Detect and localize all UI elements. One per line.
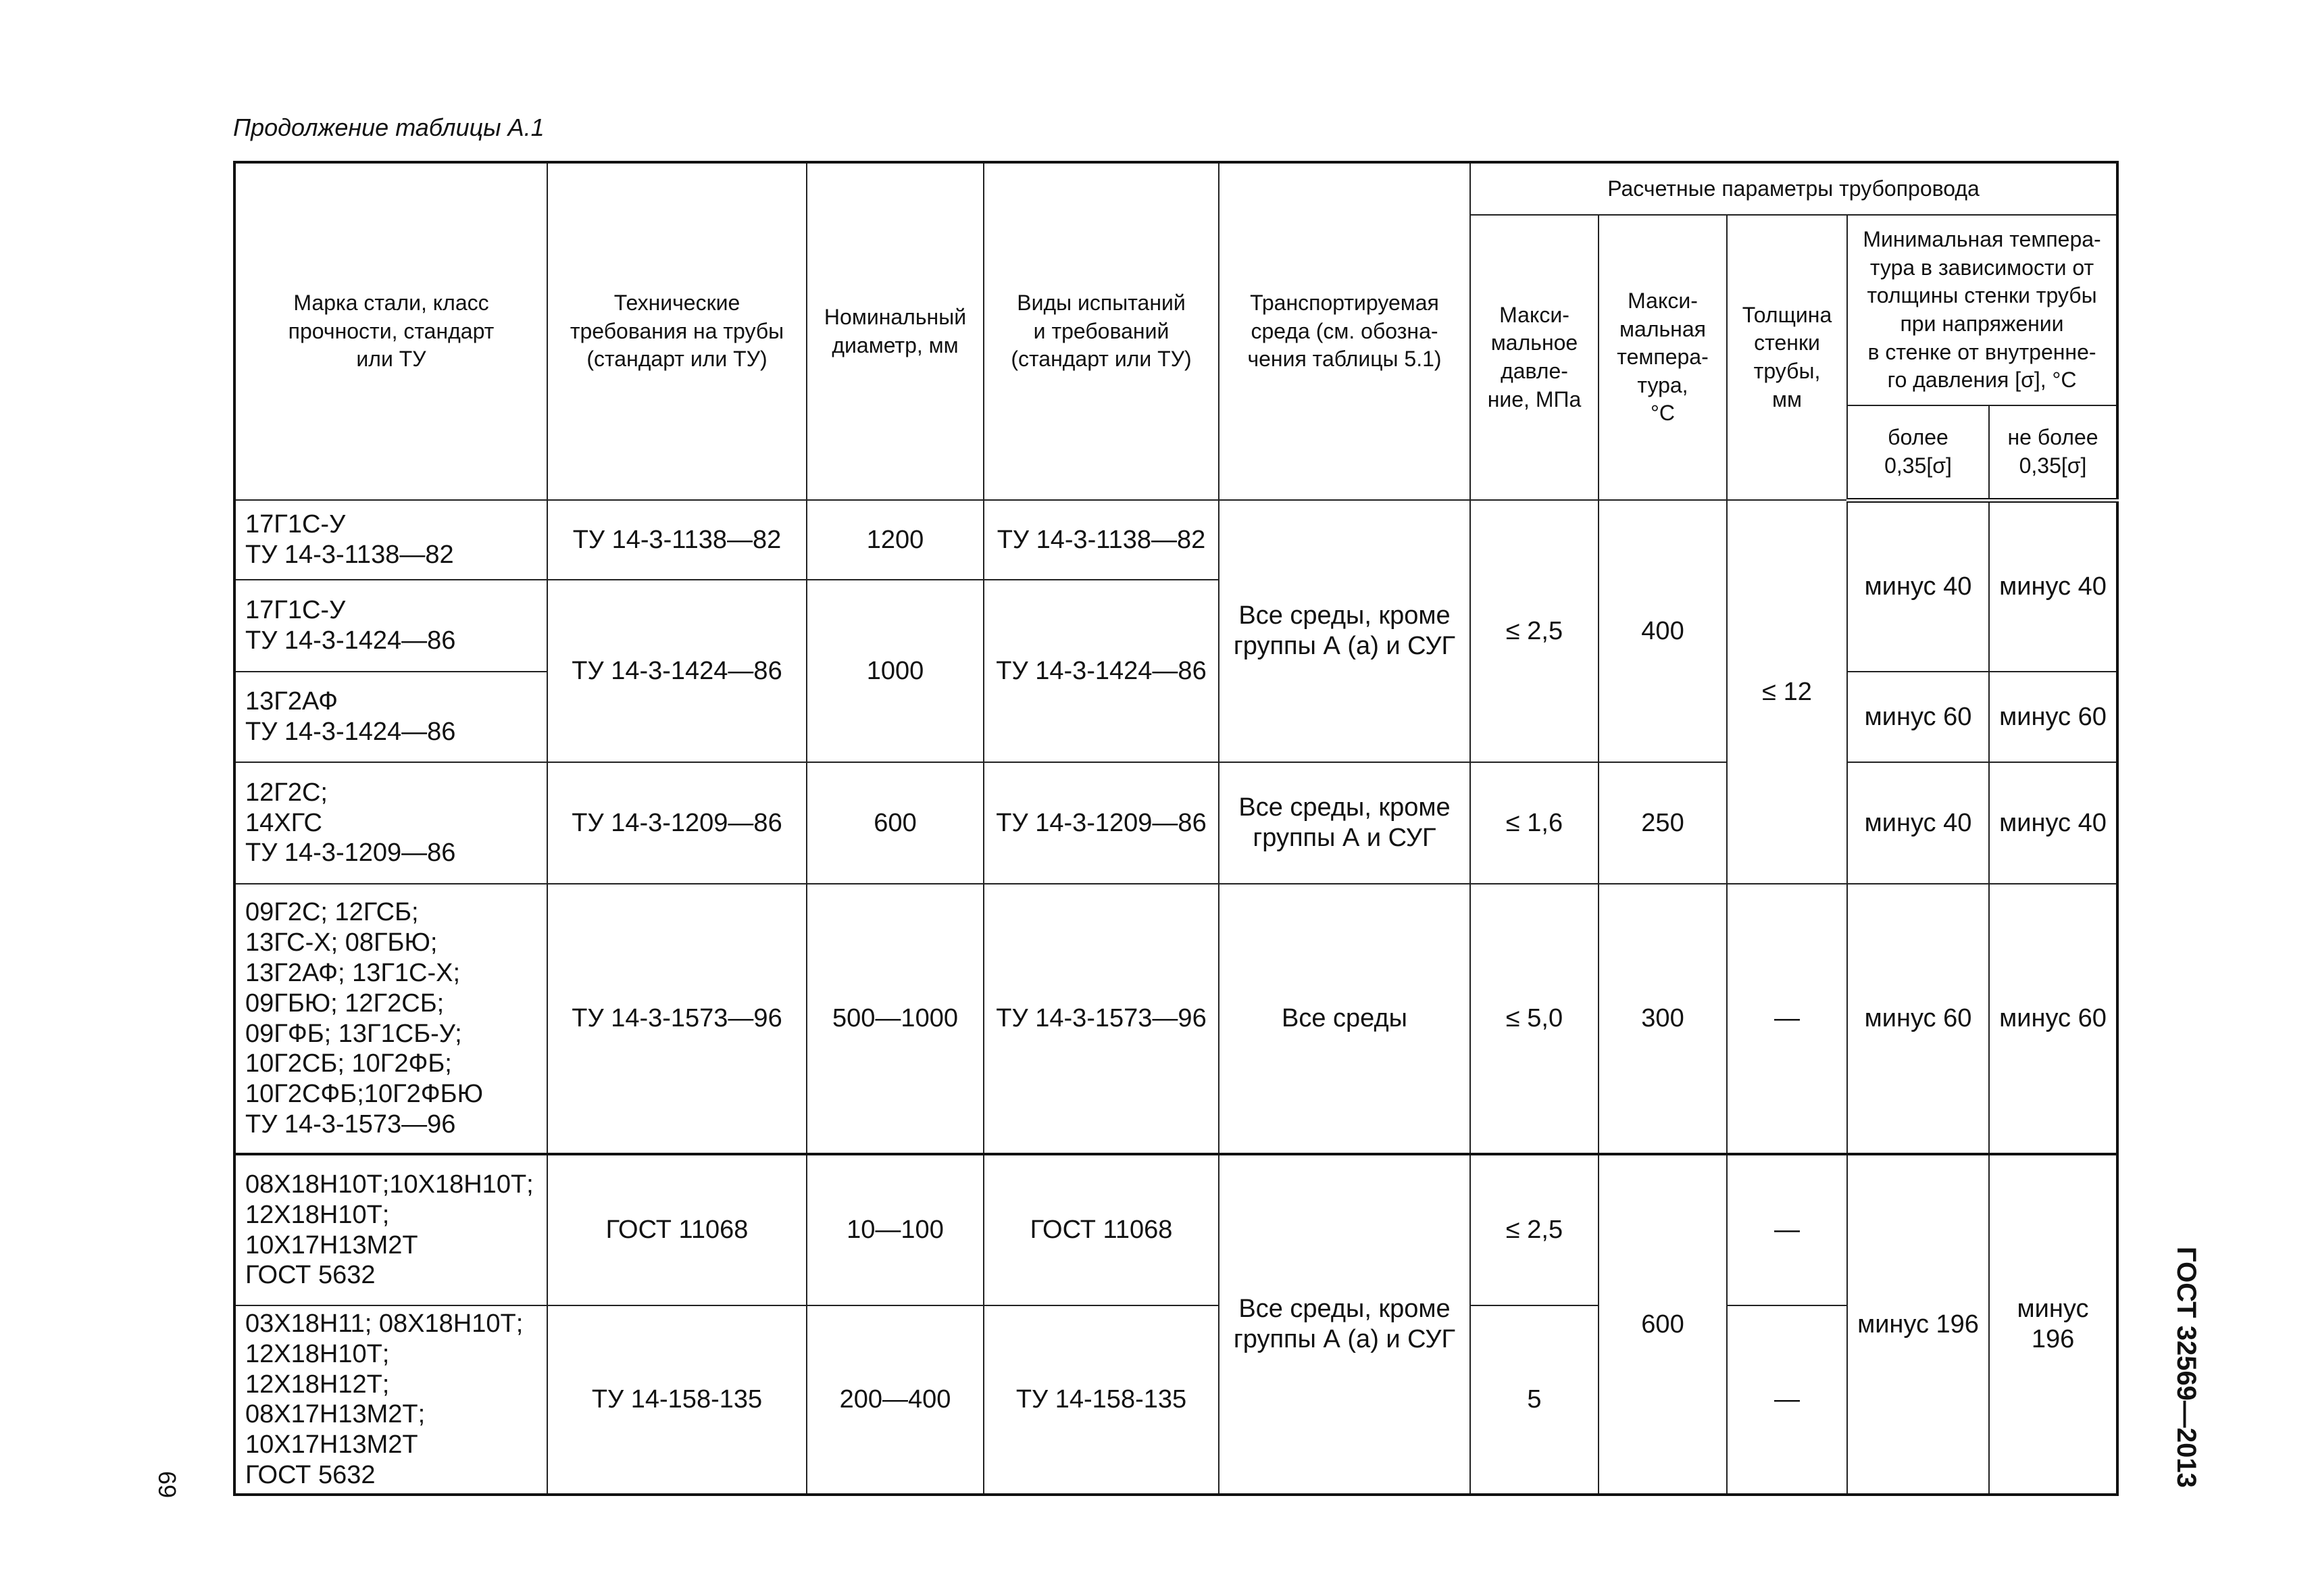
cell-pressure: ≤ 2,5	[1470, 1154, 1599, 1305]
standard-id: ГОСТ 32569—2013	[2171, 1247, 2201, 1488]
pipe-spec-table	[233, 161, 2119, 1496]
cell-min-not-above: минус 60	[1989, 884, 2117, 1154]
cell-thickness: —	[1727, 1154, 1847, 1305]
header-steel-grade: Марка стали, класс прочности, стандарт или ТУ	[234, 162, 547, 500]
cell-tests: ТУ 14-3-1209—86	[984, 762, 1219, 884]
cell-temp: 400	[1599, 500, 1727, 762]
header-not-above: не более 0,35[σ]	[1989, 405, 2117, 500]
cell-medium: Все среды, кроме группы А и СУГ	[1219, 762, 1470, 884]
cell-mark: 17Г1С-У ТУ 14-3-1138—82	[234, 500, 547, 580]
cell-medium: Все среды, кроме группы А (а) и СУГ	[1219, 1154, 1470, 1495]
cell-dn: 600	[807, 762, 984, 884]
cell-min-not-above: минус 40	[1989, 500, 2117, 672]
cell-min-not-above: минус 40	[1989, 762, 2117, 884]
cell-thickness: —	[1727, 884, 1847, 1154]
header-max-temp: Макси- мальная темпера- тура, °С	[1599, 215, 1727, 500]
cell-pressure: ≤ 1,6	[1470, 762, 1599, 884]
header-nominal-diameter: Номинальный диаметр, мм	[807, 162, 984, 500]
cell-mark: 12Г2С; 14ХГС ТУ 14-3-1209—86	[234, 762, 547, 884]
cell-min-above: минус 196	[1847, 1154, 1989, 1495]
cell-min-above: минус 40	[1847, 762, 1989, 884]
cell-tests: ТУ 14-3-1573—96	[984, 884, 1219, 1154]
cell-tech: ТУ 14-3-1138—82	[547, 500, 807, 580]
cell-dn: 500—1000	[807, 884, 984, 1154]
table-row	[234, 1305, 2117, 1495]
cell-mark: 09Г2С; 12ГСБ; 13ГС-Х; 08ГБЮ; 13Г2АФ; 13Г1С-Х; 09ГБЮ; 12Г2СБ; 09ГФБ; 13Г1СБ-У; 10Г2СБ; 10Г2ФБ; 10Г2СФБ;10Г2ФБЮ ТУ 14-3-1573—96	[234, 884, 547, 1154]
cell-dn: 1200	[807, 500, 984, 580]
cell-temp: 600	[1599, 1154, 1727, 1495]
table-row	[234, 1154, 2117, 1305]
cell-tests: ТУ 14-158-135	[984, 1305, 1219, 1495]
cell-min-above: минус 40	[1847, 500, 1989, 672]
cell-dn: 200—400	[807, 1305, 984, 1495]
cell-thickness: ≤ 12	[1727, 500, 1847, 884]
table-row	[234, 500, 2117, 580]
table-caption: Продолжение таблицы А.1	[233, 114, 545, 141]
header-tech-requirements: Технические требования на трубы (стандарт или ТУ)	[547, 162, 807, 500]
cell-tech: ТУ 14-3-1573—96	[547, 884, 807, 1154]
cell-min-not-above: минус 196	[1989, 1154, 2117, 1495]
cell-dn: 10—100	[807, 1154, 984, 1305]
header-test-types: Виды испытаний и требований (стандарт или ТУ)	[984, 162, 1219, 500]
header-medium: Транспортируемая среда (см. обозна- чения таблицы 5.1)	[1219, 162, 1470, 500]
cell-min-not-above: минус 60	[1989, 672, 2117, 762]
cell-dn: 1000	[807, 580, 984, 762]
cell-temp: 250	[1599, 762, 1727, 884]
cell-tech: ТУ 14-3-1209—86	[547, 762, 807, 884]
cell-tests: ГОСТ 11068	[984, 1154, 1219, 1305]
header-min-temp: Минимальная темпера- тура в зависимости от толщины стенки трубы при напряжении в стенке от внутренне- го давления [σ], °С	[1847, 215, 2117, 405]
cell-tests: ТУ 14-3-1424—86	[984, 580, 1219, 762]
cell-mark: 08Х18Н10Т;10Х18Н10Т; 12Х18Н10Т; 10Х17Н13М2Т ГОСТ 5632	[234, 1154, 547, 1305]
cell-tech: ТУ 14-158-135	[547, 1305, 807, 1495]
cell-min-above: минус 60	[1847, 884, 1989, 1154]
cell-tech: ТУ 14-3-1424—86	[547, 580, 807, 762]
cell-mark: 13Г2АФ ТУ 14-3-1424—86	[234, 672, 547, 762]
header-design-params: Расчетные параметры трубопровода	[1470, 162, 2117, 215]
cell-tests: ТУ 14-3-1138—82	[984, 500, 1219, 580]
page-number: 69	[153, 1471, 181, 1499]
cell-medium: Все среды, кроме группы А (а) и СУГ	[1219, 500, 1470, 762]
cell-pressure: 5	[1470, 1305, 1599, 1495]
header-wall-thickness: Толщина стенки трубы, мм	[1727, 215, 1847, 500]
cell-temp: 300	[1599, 884, 1727, 1154]
cell-thickness: —	[1727, 1305, 1847, 1495]
cell-pressure: ≤ 2,5	[1470, 500, 1599, 762]
table-row	[234, 884, 2117, 1154]
cell-medium: Все среды	[1219, 884, 1470, 1154]
cell-mark: 03Х18Н11; 08Х18Н10Т; 12Х18Н10Т; 12Х18Н12Т; 08Х17Н13М2Т; 10Х17Н13М2Т ГОСТ 5632	[234, 1305, 547, 1495]
cell-mark: 17Г1С-У ТУ 14-3-1424—86	[234, 580, 547, 672]
cell-pressure: ≤ 5,0	[1470, 884, 1599, 1154]
header-max-pressure: Макси- мальное давле- ние, МПа	[1470, 215, 1599, 500]
cell-min-above: минус 60	[1847, 672, 1989, 762]
header-above: более 0,35[σ]	[1847, 405, 1989, 500]
cell-tech: ГОСТ 11068	[547, 1154, 807, 1305]
